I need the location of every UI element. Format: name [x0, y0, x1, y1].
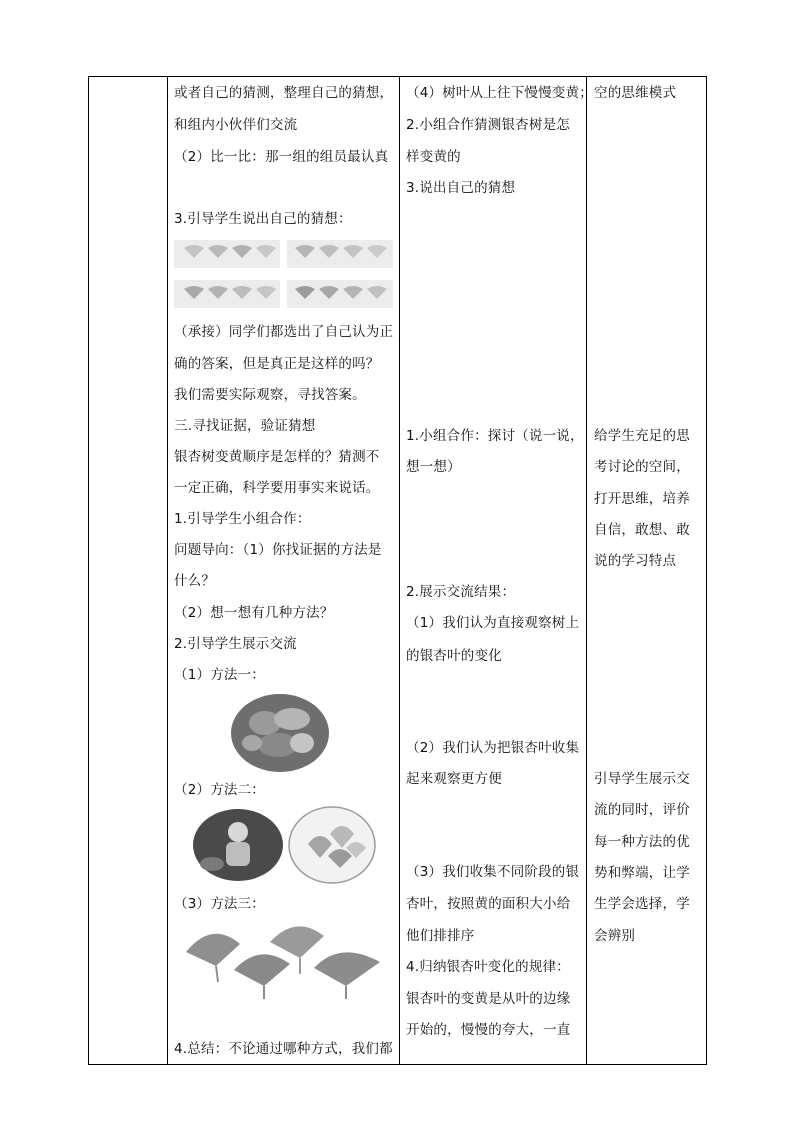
- intent-text: 引导学生展示交: [594, 771, 690, 787]
- teacher-text: 确的答案，但是真正是这样的吗？: [174, 356, 380, 372]
- intent-text: 空的思维模式: [594, 85, 677, 101]
- intent-text: 自信，敢想、敢: [594, 522, 690, 538]
- table-bottom-border: [88, 1064, 707, 1065]
- table-left-border: [88, 76, 89, 1064]
- teacher-text: 4.总结：不论通过哪种方式，我们都: [174, 1041, 393, 1057]
- intent-text: 说的学习特点: [594, 553, 677, 569]
- column-divider-2: [399, 76, 400, 1064]
- student-text: 样变黄的: [406, 149, 461, 165]
- ginkgo-leaf-strip-image: [287, 240, 393, 268]
- teacher-text: 什么？: [174, 573, 216, 589]
- student-text: 想一想）: [406, 459, 461, 475]
- student-text: 3.说出自己的猜想: [406, 180, 516, 196]
- student-text: 银杏叶的变黄是从叶的边缘: [406, 991, 571, 1007]
- intent-text: 打开思维，培养: [594, 491, 690, 507]
- teacher-text: 问题导向：（1）你找证据的方法是: [174, 542, 382, 558]
- teacher-text: 或者自己的猜测，整理自己的猜想，: [174, 85, 394, 101]
- collected-ginkgo-leaves-photo: [288, 806, 376, 884]
- table-top-border: [88, 76, 707, 77]
- student-text: 2.展示交流结果：: [406, 584, 516, 600]
- child-collecting-leaves-photo: [192, 808, 284, 882]
- teacher-text: （2）比一比：那一组的组员最认真: [174, 149, 389, 165]
- teacher-text: 3.引导学生说出自己的猜想：: [174, 211, 352, 227]
- teacher-text: 我们需要实际观察，寻找答案。: [174, 387, 366, 403]
- section-heading: 三.寻找证据，验证猜想: [174, 418, 316, 434]
- ginkgo-leaf-strip-image: [174, 280, 280, 308]
- student-text: （2）我们认为把银杏叶收集: [406, 740, 580, 756]
- ginkgo-leaf-strip-image: [287, 280, 393, 308]
- teacher-text: 一定正确，科学要用事实来说话。: [174, 480, 380, 496]
- student-text: （4）树叶从上往下慢慢变黄；: [406, 85, 593, 101]
- teacher-text: 和组内小伙伴们交流: [174, 117, 298, 133]
- teacher-text: （2）想一想有几种方法？: [174, 605, 334, 621]
- intent-text: 考讨论的空间，: [594, 459, 690, 475]
- teacher-text: （承接）同学们都选出了自己认为正: [174, 324, 394, 340]
- teacher-text: 银杏树变黄顺序是怎样的？猜测不: [174, 449, 380, 465]
- student-text: 他们排排序: [406, 928, 475, 944]
- column-divider-3: [586, 76, 587, 1064]
- table-right-border: [706, 76, 707, 1064]
- teacher-text: （3）方法三：: [174, 896, 265, 912]
- ginkgo-leaf-strip-image: [174, 240, 280, 268]
- student-text: （1）我们认为直接观察树上: [406, 615, 580, 631]
- student-text: 开始的，慢慢的夸大，一直: [406, 1022, 571, 1038]
- column-divider-1: [167, 76, 168, 1064]
- student-text: 2.小组合作猜测银杏树是怎: [406, 117, 570, 133]
- student-text: 杏叶，按照黄的面积大小给: [406, 896, 571, 912]
- intent-text: 势和弊端，让学: [594, 865, 690, 881]
- intent-text: 给学生充足的思: [594, 428, 690, 444]
- student-text: 起来观察更方便: [406, 771, 502, 787]
- teacher-text: 2.引导学生展示交流: [174, 636, 297, 652]
- intent-text: 会辨别: [594, 928, 636, 944]
- ginkgo-leaves-sorted-image: [182, 922, 384, 1000]
- intent-text: 流的同时，评价: [594, 802, 690, 818]
- teacher-text: 1.引导学生小组合作：: [174, 511, 311, 527]
- student-text: 的银杏叶的变化: [406, 648, 502, 664]
- intent-text: 生学会选择，学: [594, 896, 690, 912]
- teacher-text: （1）方法一：: [174, 667, 265, 683]
- student-text: （3）我们收集不同阶段的银: [406, 864, 580, 880]
- student-text: 4.归纳银杏叶变化的规律：: [406, 959, 570, 975]
- teacher-text: （2）方法二：: [174, 782, 265, 798]
- intent-text: 每一种方法的优: [594, 834, 690, 850]
- student-text: 1.小组合作：探讨（说一说，: [406, 428, 584, 444]
- ginkgo-tree-photo: [230, 693, 330, 773]
